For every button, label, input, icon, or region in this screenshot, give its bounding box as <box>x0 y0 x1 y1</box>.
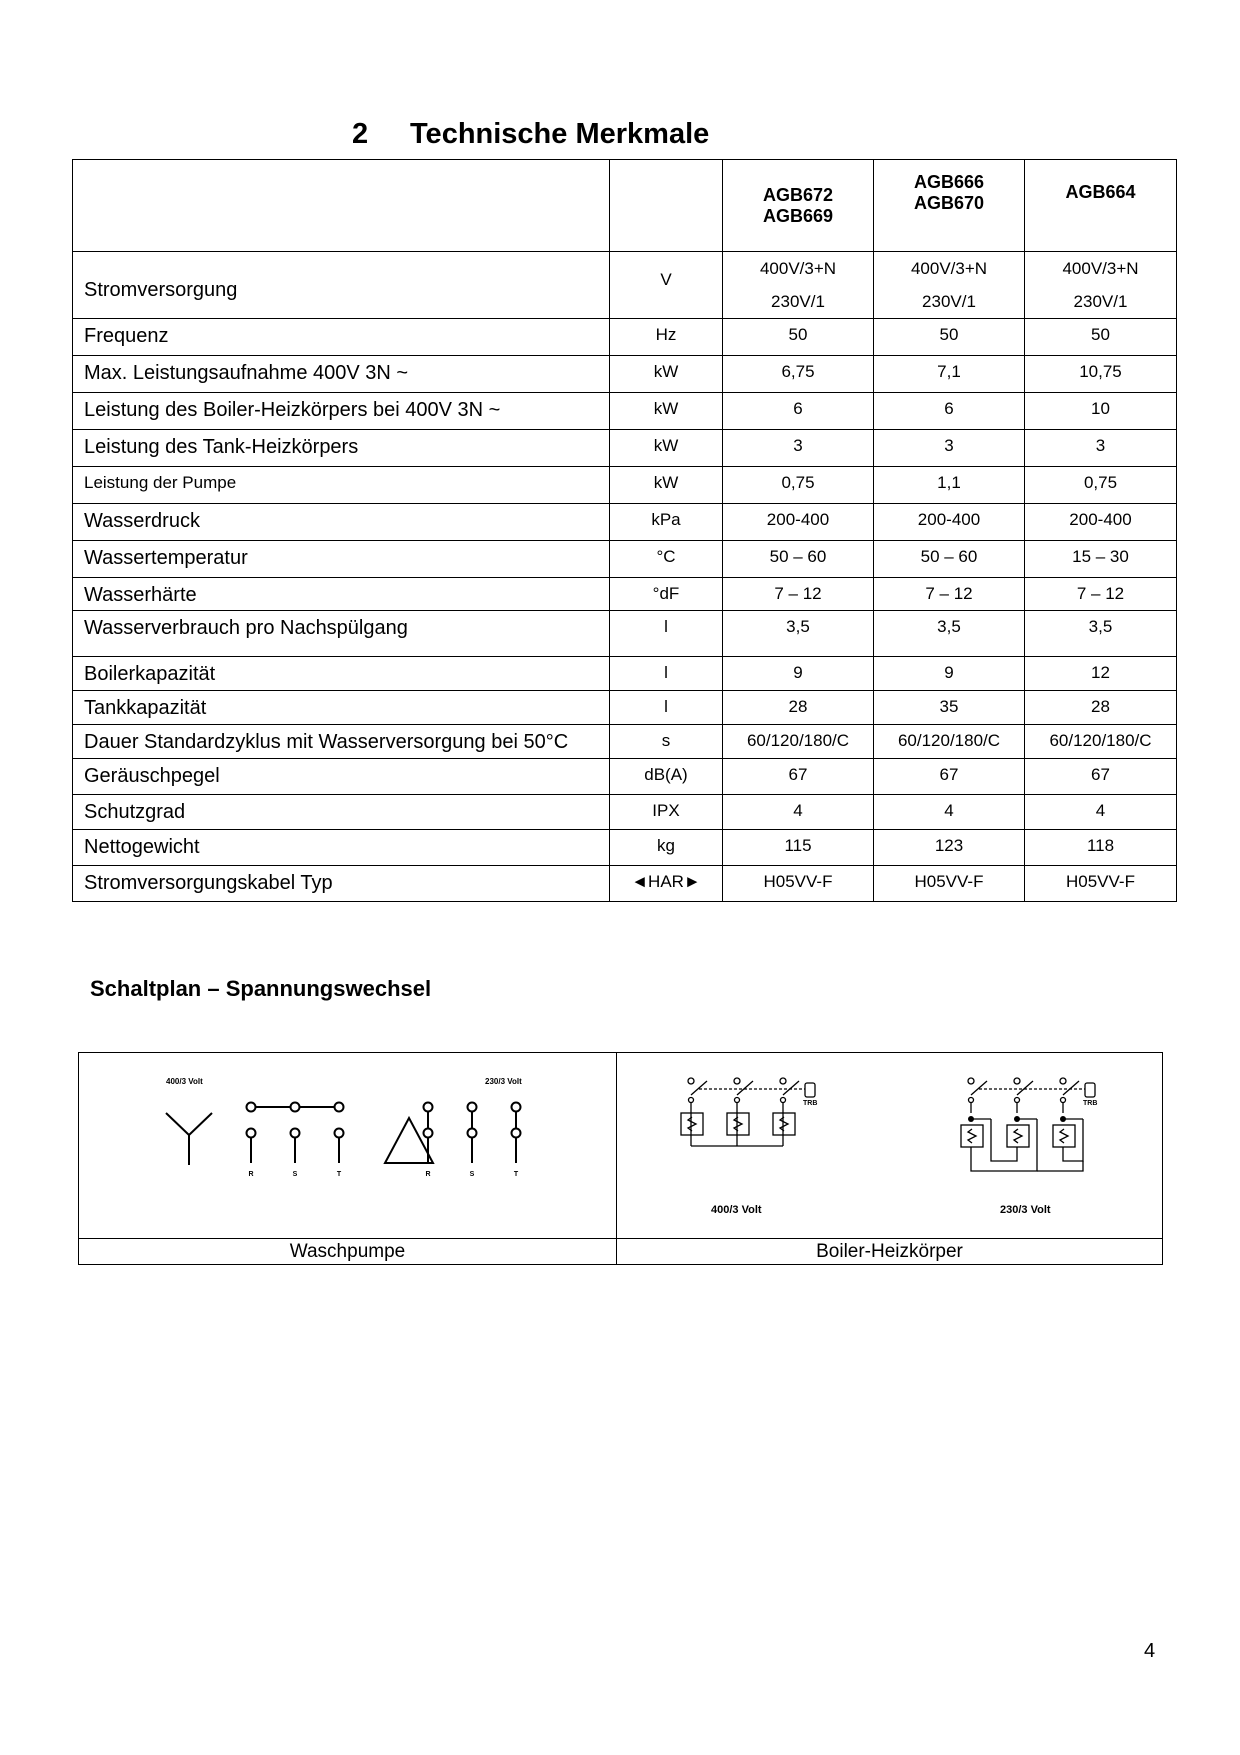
row-value: 200-400 <box>723 504 874 541</box>
row-unit: V <box>610 252 723 319</box>
row-unit: dB(A) <box>610 759 723 795</box>
boiler-diagram-cell <box>617 1053 1163 1239</box>
row-label: Wasserdruck <box>73 504 610 541</box>
row-label: Wasserhärte <box>73 578 610 611</box>
model-header: AGB672 AGB669 <box>723 160 874 252</box>
row-value: 3 <box>874 430 1025 467</box>
row-unit: kW <box>610 393 723 430</box>
table-row <box>73 252 1177 319</box>
pump-label-230: 230/3 Volt <box>485 1077 522 1086</box>
row-value: 6 <box>874 393 1025 430</box>
row-value: 50 – 60 <box>723 541 874 578</box>
row-value: H05VV-F <box>874 866 1025 902</box>
table-row <box>73 691 1177 725</box>
pump-caption: Waschpumpe <box>79 1239 617 1265</box>
row-value: 9 <box>874 657 1025 691</box>
row-value: 118 <box>1025 830 1177 866</box>
row-value: 9 <box>723 657 874 691</box>
section-title: Technische Merkmale <box>410 118 710 150</box>
pump-diagram-cell <box>79 1053 617 1239</box>
row-value: 67 <box>723 759 874 795</box>
row-unit: IPX <box>610 795 723 830</box>
row-value: 15 – 30 <box>1025 541 1177 578</box>
row-value: 115 <box>723 830 874 866</box>
pump-label-400: 400/3 Volt <box>166 1077 203 1086</box>
phase-label: T <box>513 1171 519 1178</box>
row-value: 50 <box>874 319 1025 356</box>
empty-header-cell <box>73 160 610 252</box>
table-row <box>73 830 1177 866</box>
phase-label: R <box>248 1171 254 1178</box>
row-label: Boilerkapazität <box>73 657 610 691</box>
row-unit: °dF <box>610 578 723 611</box>
row-value: 7 – 12 <box>874 578 1025 611</box>
star-terminals <box>247 1103 344 1164</box>
row-value: 60/120/180/C <box>1025 725 1177 759</box>
row-label: Tankkapazität <box>73 691 610 725</box>
row-label: Nettogewicht <box>73 830 610 866</box>
boiler-caption: Boiler-Heizkörper <box>617 1239 1163 1265</box>
row-value: 10 <box>1025 393 1177 430</box>
boiler-schematic-230 <box>961 1078 1098 1171</box>
row-label: Stromversorgungskabel Typ <box>73 866 610 902</box>
boiler-label-400: 400/3 Volt <box>711 1204 762 1216</box>
trb-label: TRB <box>1083 1100 1098 1107</box>
row-unit: s <box>610 725 723 759</box>
row-unit: °C <box>610 541 723 578</box>
row-value: 6,75 <box>723 356 874 393</box>
row-label: Geräuschpegel <box>73 759 610 795</box>
row-unit: l <box>610 611 723 657</box>
phase-label: T <box>336 1171 342 1178</box>
row-label: Schutzgrad <box>73 795 610 830</box>
table-row <box>73 759 1177 795</box>
star-symbol <box>166 1113 212 1165</box>
row-value: 50 – 60 <box>874 541 1025 578</box>
table-row <box>73 393 1177 430</box>
wiring-title: Schaltplan – Spannungswechsel <box>90 976 432 1001</box>
row-value: 6 <box>723 393 874 430</box>
row-value: 7 – 12 <box>1025 578 1177 611</box>
row-value: 28 <box>723 691 874 725</box>
table-header-row <box>73 160 1177 252</box>
table-row <box>73 430 1177 467</box>
phase-label: S <box>292 1171 298 1178</box>
table-row <box>73 795 1177 830</box>
row-label: Frequenz <box>73 319 610 356</box>
model-header: AGB664 <box>1025 160 1177 252</box>
row-unit: kg <box>610 830 723 866</box>
row-label: Stromversorgung <box>73 252 610 319</box>
row-value: 123 <box>874 830 1025 866</box>
delta-terminals <box>424 1103 521 1164</box>
table-row <box>73 504 1177 541</box>
row-value: 35 <box>874 691 1025 725</box>
row-value: 7,1 <box>874 356 1025 393</box>
row-label: Dauer Standardzyklus mit Wasserversorgung bei 50°C <box>73 725 610 759</box>
row-value: 400V/3+N 230V/1 <box>1025 252 1177 319</box>
trb-label: TRB <box>803 1100 818 1107</box>
phase-label: S <box>469 1171 475 1178</box>
row-value: H05VV-F <box>1025 866 1177 902</box>
row-value: 4 <box>1025 795 1177 830</box>
row-label: Wassertemperatur <box>73 541 610 578</box>
row-unit: kPa <box>610 504 723 541</box>
phase-label: R <box>425 1171 431 1178</box>
table-row <box>73 611 1177 657</box>
table-row <box>73 578 1177 611</box>
row-label: Leistung des Boiler-Heizkörpers bei 400V 3N ~ <box>73 393 610 430</box>
boiler-wiring-diagram <box>617 1053 1161 1233</box>
wiring-diagram-table <box>78 1052 1163 1265</box>
row-value: 4 <box>874 795 1025 830</box>
row-value: 3,5 <box>1025 611 1177 657</box>
row-value: 3 <box>1025 430 1177 467</box>
boiler-label-230: 230/3 Volt <box>1000 1204 1051 1216</box>
row-unit: l <box>610 657 723 691</box>
page-number: 4 <box>1144 1640 1156 1662</box>
row-label: Leistung der Pumpe <box>73 467 610 504</box>
table-row <box>73 866 1177 902</box>
row-value: 400V/3+N 230V/1 <box>874 252 1025 319</box>
row-value: 67 <box>874 759 1025 795</box>
row-value: 3,5 <box>874 611 1025 657</box>
row-value: 12 <box>1025 657 1177 691</box>
table-row <box>73 541 1177 578</box>
row-value: 67 <box>1025 759 1177 795</box>
row-value: 60/120/180/C <box>874 725 1025 759</box>
row-value: 50 <box>1025 319 1177 356</box>
row-label: Max. Leistungsaufnahme 400V 3N ~ <box>73 356 610 393</box>
technical-specs-table <box>72 159 1177 902</box>
row-unit: kW <box>610 356 723 393</box>
row-label: Leistung des Tank-Heizkörpers <box>73 430 610 467</box>
table-row <box>73 319 1177 356</box>
row-value: 10,75 <box>1025 356 1177 393</box>
row-label: Wasserverbrauch pro Nachspülgang <box>73 611 610 657</box>
boiler-schematic-400 <box>681 1078 818 1146</box>
empty-header-cell <box>610 160 723 252</box>
table-row <box>73 725 1177 759</box>
row-unit: Hz <box>610 319 723 356</box>
row-value: 0,75 <box>1025 467 1177 504</box>
row-value: 200-400 <box>874 504 1025 541</box>
row-unit: ◄HAR► <box>610 866 723 902</box>
row-value: 4 <box>723 795 874 830</box>
row-value: 3 <box>723 430 874 467</box>
section-number: 2 <box>352 118 369 150</box>
table-row <box>73 467 1177 504</box>
row-unit: kW <box>610 467 723 504</box>
row-unit: kW <box>610 430 723 467</box>
row-value: 1,1 <box>874 467 1025 504</box>
row-value: 7 – 12 <box>723 578 874 611</box>
table-row <box>73 356 1177 393</box>
row-value: 60/120/180/C <box>723 725 874 759</box>
pump-wiring-diagram <box>79 1053 615 1233</box>
table-row <box>73 657 1177 691</box>
row-value: 0,75 <box>723 467 874 504</box>
row-value: 50 <box>723 319 874 356</box>
row-value: 400V/3+N 230V/1 <box>723 252 874 319</box>
row-value: 200-400 <box>1025 504 1177 541</box>
row-unit: l <box>610 691 723 725</box>
row-value: H05VV-F <box>723 866 874 902</box>
delta-symbol <box>385 1118 433 1163</box>
model-header: AGB666 AGB670 <box>874 160 1025 252</box>
row-value: 3,5 <box>723 611 874 657</box>
row-value: 28 <box>1025 691 1177 725</box>
